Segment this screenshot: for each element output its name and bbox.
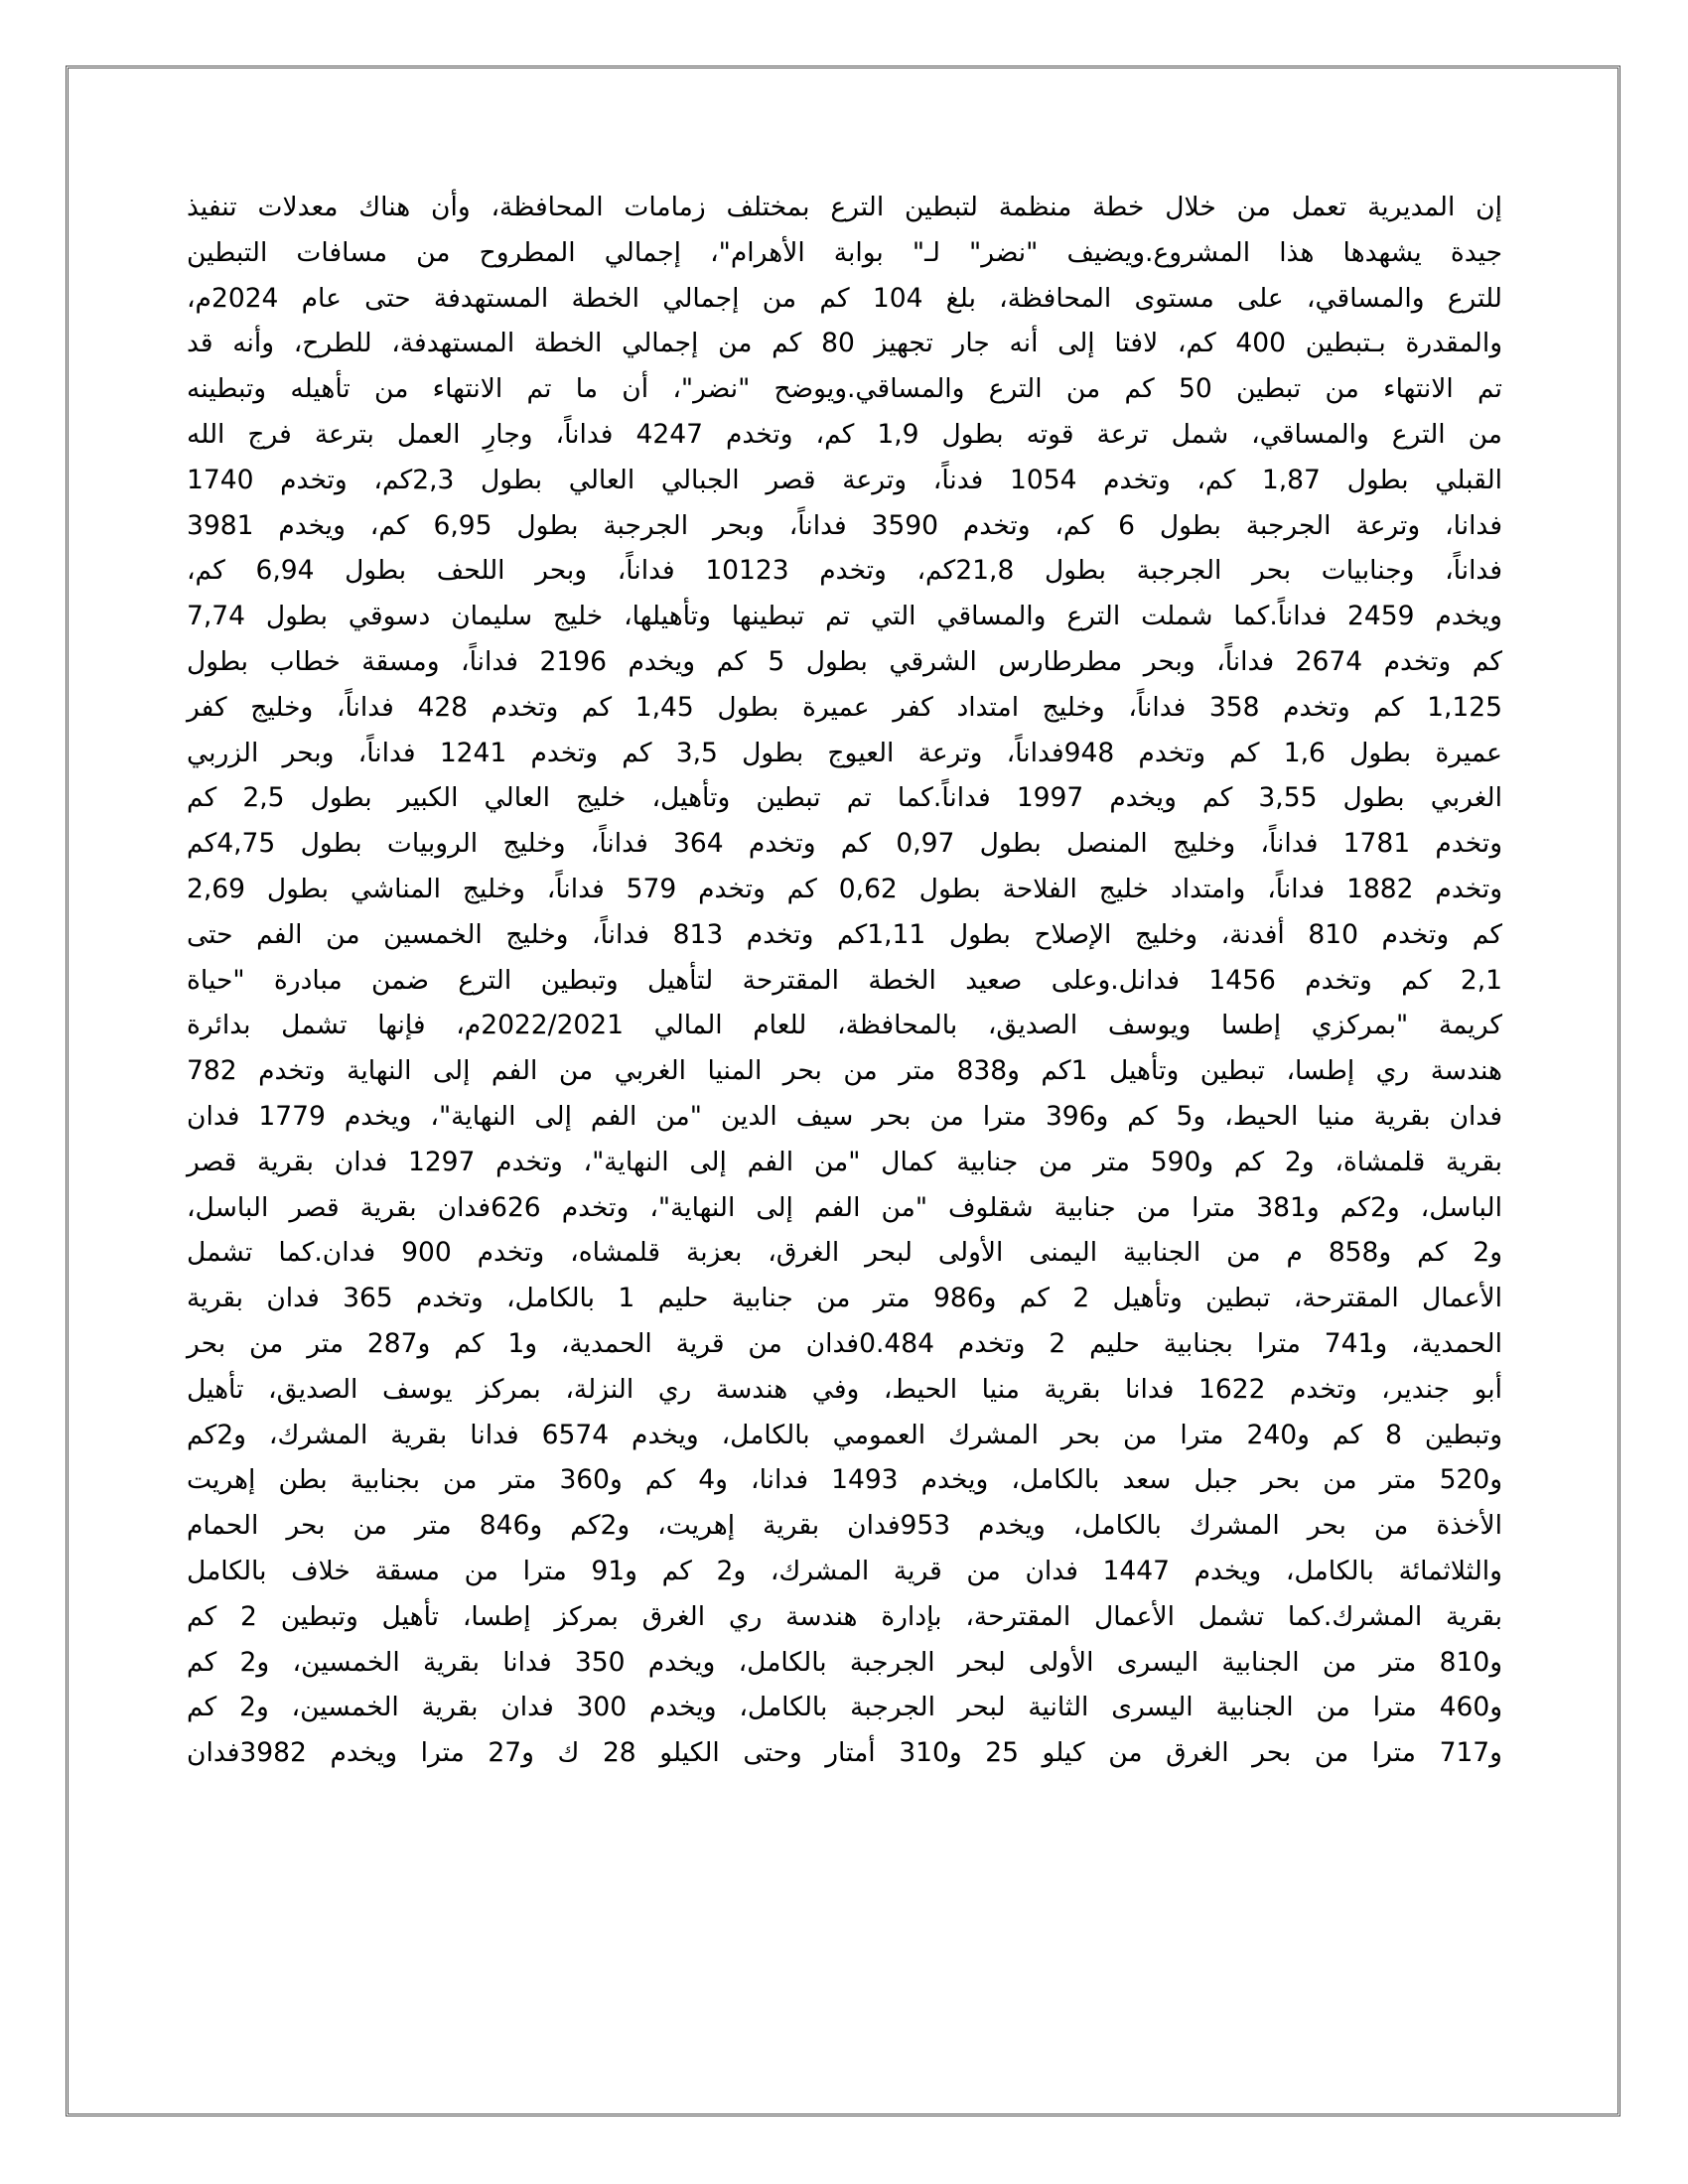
- text-line: و810 متر من الجنابية اليسرى الأولى لبحر الجرجبة بالكامل، ويخدم 350 فدانا بقرية الخمسين، و2 كم: [187, 1646, 1502, 1678]
- text-line: و2 كم و858 م من الجنابية اليمنى الأولى لبحر الغرق، بعزبة قلمشاه، وتخدم 900 فدان.كما تشمل: [187, 1237, 1503, 1269]
- text-line: جيدة يشهدها هذا المشروع.ويضيف "نضر" لـ" بوابة الأهرام"، إجمالي المطروح من مسافات التبطين: [187, 236, 1502, 268]
- text-line: الحمدية، و741 مترا بجنابية حليم 2 وتخدم 0.484فدان من قرية الحمدية، و1 كم و287 متر من بحر: [187, 1327, 1502, 1359]
- text-line: وتخدم 1781 فداناً، وخليج المنصل بطول 0,97 كم وتخدم 364 فداناً، وخليج الروبيات بطول 4,75كم: [187, 828, 1502, 860]
- text-line: الأعمال المقترحة، تبطين وتأهيل 2 كم و986 متر من جنابية حليم 1 بالكامل، وتخدم 365 فدان بقرية: [187, 1283, 1502, 1314]
- text-line: تم الانتهاء من تبطين 50 كم من الترع والمساقي.ويوضح "نضر"، أن ما تم الانتهاء من تأهيله وتبطينه: [187, 373, 1503, 405]
- text-line: الباسل، و2كم و381 مترا من جنابية شقلوف "من الفم إلى النهاية"، وتخدم 626فدان بقرية قصر الباسل،: [187, 1191, 1502, 1223]
- text-line: فدان بقرية منيا الحيط، و5 كم و396 مترا من بحر سيف الدين "من الفم إلى النهاية"، ويخدم 1779 فدان: [187, 1100, 1502, 1132]
- text-line: ويخدم 2459 فداناً.كما شملت الترع والمساقي التي تم تبطينها وتأهيلها، خليج سليمان دسوقي بطول 7,74: [187, 601, 1502, 632]
- text-line: بقرية المشرك.كما تشمل الأعمال المقترحة، بإدارة هندسة ري الغرق بمركز إطسا، تأهيل وتبطين 2 كم: [187, 1600, 1502, 1632]
- text-line: الغربي بطول 3,55 كم ويخدم 1997 فداناً.كما تم تبطين وتأهيل، خليج العالي الكبير بطول 2,5 كم: [187, 782, 1502, 814]
- text-line: هندسة ري إطسا، تبطين وتأهيل 1كم و838 متر من بحر المنيا الغربي من الفم إلى النهاية وتخدم 782: [187, 1055, 1502, 1087]
- text-line: فدانا، وترعة الجرجبة بطول 6 كم، وتخدم 3590 فداناً، وبحر الجرجبة بطول 6,95 كم، ويخدم 3981: [187, 509, 1503, 541]
- text-line: أبو جندير، وتخدم 1622 فدانا بقرية منيا الحيط، وفي هندسة ري النزلة، بمركز يوسف الصديق، تأهيل: [187, 1373, 1502, 1405]
- article-body: [187, 185, 1502, 1776]
- text-line: وتبطين 8 كم و240 مترا من بحر المشرك العمومي بالكامل، ويخدم 6574 فدانا بقرية المشرك، و2كم: [187, 1419, 1502, 1450]
- text-line: عميرة بطول 1,6 كم وتخدم 948فداناً، وترعة العيوج بطول 3,5 كم وتخدم 1241 فداناً، وبحر الزربي: [187, 737, 1502, 768]
- text-line: وتخدم 1882 فداناً، وامتداد خليج الفلاحة بطول 0,62 كم وتخدم 579 فداناً، وخليج المناشي بطول 2,69: [187, 873, 1503, 904]
- text-line: الأخذة من بحر المشرك بالكامل، ويخدم 953فدان بقرية إهريت، و2كم و846 متر من بحر الحمام: [187, 1510, 1502, 1542]
- text-line: من الترع والمساقي، شمل ترعة قوته بطول 1,9 كم، وتخدم 4247 فداناً، وجارِ العمل بترعة فرج الله: [187, 418, 1503, 450]
- text-line: والمقدرة بـتبطين 400 كم، لافتا إلى أنه جار تجهيز 80 كم من إجمالي الخطة المستهدفة، للطرح، وأنه قد: [187, 328, 1502, 359]
- text-line: كم وتخدم 810 أفدنة، وخليج الإصلاح بطول 1,11كم وتخدم 813 فداناً، وخليج الخمسين من الفم حتى: [187, 918, 1503, 950]
- text-line: بقرية قلمشاة، و2 كم و590 متر من جنابية كمال "من الفم إلى النهاية"، وتخدم 1297 فدان بقرية قصر: [187, 1146, 1502, 1177]
- text-line: كم وتخدم 2674 فداناً، وبحر مطرطارس الشرقي بطول 5 كم ويخدم 2196 فداناً، ومسقة خطاب بطول: [187, 645, 1502, 677]
- text-line: كريمة "بمركزي إطسا ويوسف الصديق، بالمحافظة، للعام المالي 2022/2021م، فإنها تشمل بدائرة: [187, 1010, 1502, 1041]
- text-line: و520 متر من بحر جبل سعد بالكامل، ويخدم 1493 فدانا، و4 كم و360 متر من بجنابية بطن إهريت: [187, 1464, 1502, 1496]
- text-line: القبلي بطول 1,87 كم، وتخدم 1054 فدناً، وترعة قصر الجبالي العالي بطول 2,3كم، وتخدم 1740: [187, 464, 1503, 495]
- text-line: والثلاثمائة بالكامل، ويخدم 1447 فدان من قرية المشرك، و2 كم و91 مترا من مسقة خلاف بالكامل: [187, 1555, 1502, 1586]
- text-line: و717 مترا من بحر الغرق من كيلو 25 و310 أمتار وحتى الكيلو 28 ك و27 مترا ويخدم 3982فدان: [187, 1737, 1502, 1769]
- text-line: للترع والمساقي، على مستوى المحافظة، بلغ 104 كم من إجمالي الخطة المستهدفة حتى عام 2024م،: [187, 282, 1502, 314]
- text-line: إن المديرية تعمل من خلال خطة منظمة لتبطين الترع بمختلف زمامات المحافظة، وأن هناك معدلات تنفيذ: [187, 192, 1502, 222]
- text-line: و460 مترا من الجنابية اليسرى الثانية لبحر الجرجبة بالكامل، ويخدم 300 فدان بقرية الخمسين، و2 كم: [187, 1692, 1502, 1723]
- text-line: 2,1 كم وتخدم 1456 فدانل.وعلى صعيد الخطة المقترحة لتأهيل وتبطين الترع ضمن مبادرة "حياة: [187, 964, 1502, 996]
- text-line: فداناً، وجنابيات بحر الجرجبة بطول 21,8كم، وتخدم 10123 فداناً، وبحر اللحف بطول 6,94 كم،: [187, 555, 1503, 587]
- text-line: 1,125 كم وتخدم 358 فداناً، وخليج امتداد كفر عميرة بطول 1,45 كم وتخدم 428 فداناً، وخليج كفر: [187, 691, 1502, 723]
